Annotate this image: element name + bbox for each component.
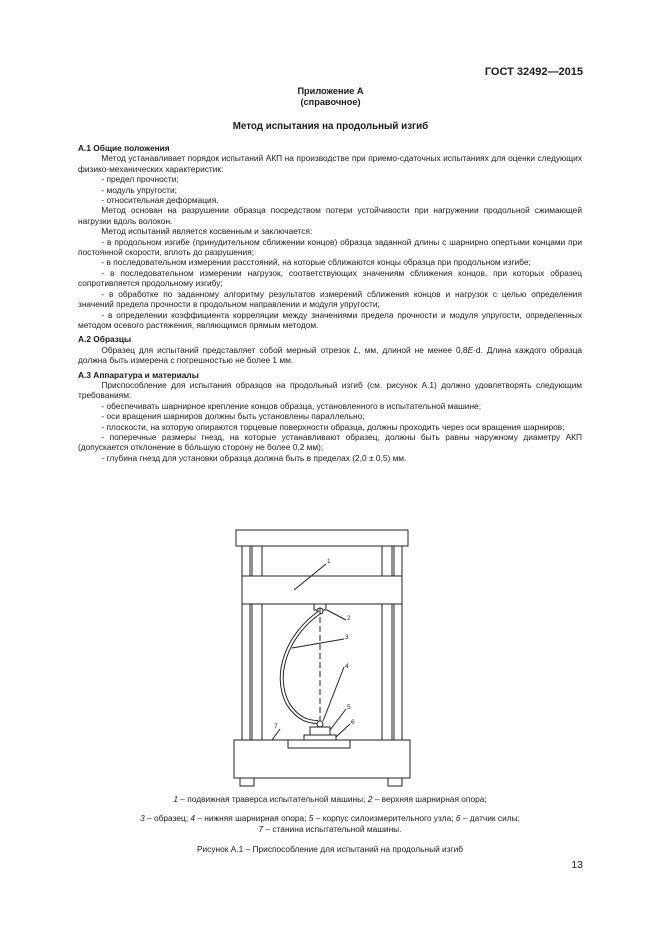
list-item: - поперечные размеры гнезд, на которые устанавливают образец, должны быть равны наружному диаметру АКП (допускается отклонение в бóльшую сторону не более 0,2 мм); bbox=[78, 431, 582, 453]
fig-label-6: 6 bbox=[351, 719, 355, 726]
text-run: Образец для испытаний представляет собой мерный отрезок bbox=[101, 344, 354, 355]
foot-right bbox=[388, 778, 402, 786]
list-item: - оси вращения шарниров должны быть установлены параллельно; bbox=[101, 411, 365, 422]
legend-text: – станина испытательной машины. bbox=[263, 824, 402, 834]
legend-number: 6 bbox=[455, 813, 461, 823]
list-item: - глубина гнезд для установки образца должна быть в пределах (2,0 ± 0,5) мм. bbox=[101, 452, 407, 463]
variable-E: E bbox=[467, 344, 474, 355]
fig-label-1: 1 bbox=[327, 558, 331, 565]
legend-text: – нижняя шарнирная опора; bbox=[195, 813, 309, 823]
paragraph: Метод испытаний является косвенным и заключается: bbox=[101, 226, 313, 237]
figure-legend-line2 bbox=[78, 813, 582, 835]
fig-label-3: 3 bbox=[345, 634, 349, 641]
text-run: ·d. Длина каждого образца должна быть измерена с погрешностью не более 1 мм. bbox=[78, 344, 582, 366]
list-item: - обеспечивать шарнирное крепление концов образца, установленного в испытательной машине; bbox=[101, 400, 482, 411]
lower-hinge bbox=[317, 721, 323, 727]
legend-text: – датчик силы; bbox=[460, 813, 520, 823]
legend-number: 2 bbox=[367, 794, 373, 804]
figure-legend-line1 bbox=[78, 794, 582, 805]
top-plate bbox=[236, 530, 408, 546]
paragraph: Метод устанавливает порядок испытаний АКП на производстве при приемо-сдаточных испытаниях для оценки следующих физико-механических характеристик: bbox=[78, 153, 582, 174]
force-sensor bbox=[304, 735, 336, 740]
right-column bbox=[394, 546, 402, 740]
legend-number: 1 bbox=[173, 794, 178, 804]
left-column bbox=[242, 546, 250, 740]
crosshead bbox=[242, 576, 402, 604]
paragraph bbox=[78, 345, 582, 366]
fig-label-5: 5 bbox=[347, 704, 351, 711]
legend-number: 5 bbox=[308, 813, 314, 823]
legend-text: – подвижная траверса испытательной машины; bbox=[177, 794, 368, 804]
text-run: , мм, длиной не менее 0,8 bbox=[358, 344, 468, 355]
legend-number: 4 bbox=[190, 813, 196, 823]
heading-a3: А.3 Аппаратура и материалы bbox=[78, 369, 199, 380]
list-item: - предел прочности; bbox=[101, 174, 179, 185]
section-title: Метод испытания на продольный изгиб bbox=[232, 121, 429, 132]
standard-number: ГОСТ 32492—2015 bbox=[484, 66, 583, 78]
legend-number: 7 bbox=[258, 824, 264, 834]
foot-left bbox=[240, 778, 254, 786]
list-item: - в последовательном измерении расстояний, на которые сближаются концы образца при продольном изгибе; bbox=[101, 257, 531, 268]
variable-L: L bbox=[353, 344, 359, 355]
list-item: - в продольном изгибе (принудительном сближении концов) образца заданной длины с шарнирно опертыми концами при постоянной скорости, вплоть до разрушения; bbox=[78, 236, 582, 258]
list-item: - в обработке по заданному алгоритму результатов измерений сближения концов и нагрузок с целью определения значений предела прочности в продольном направлении и модуля упругости; bbox=[78, 288, 582, 310]
list-item: - плоскости, на которую опираются торцевые поверхности образца, должны проходить через оси вращения шарниров; bbox=[101, 421, 565, 432]
legend-text: – верхняя шарнирная опора; bbox=[372, 794, 487, 804]
paragraph: Метод основан на разрушении образца посредством потери устойчивости при нагружении продольной сжимающей нагрузки вдоль волокон. bbox=[78, 205, 582, 226]
figure-caption: Рисунок А.1 – Приспособление для испытаний на продольный изгиб bbox=[196, 844, 464, 854]
annex-title: Приложение А bbox=[297, 86, 364, 96]
list-item: - модуль упругости; bbox=[101, 184, 177, 195]
legend-number: 3 bbox=[140, 813, 145, 823]
heading-a2: А.2 Образцы bbox=[78, 334, 132, 345]
annex-type: (справочное) bbox=[300, 97, 361, 107]
list-item: - в определении коэффициента корреляции между значениями предела прочности и модуля упругости, определенных методом осевого растяжения, являющимся прямым методом. bbox=[78, 309, 582, 330]
bed-groove bbox=[288, 740, 350, 748]
fig-label-2: 2 bbox=[347, 615, 351, 622]
heading-a1: А.1 Общие положения bbox=[78, 143, 170, 153]
page-number: 13 bbox=[571, 859, 583, 871]
legend-text: – корпус силоизмерительного узла; bbox=[313, 813, 456, 823]
fixture-drawing bbox=[228, 524, 418, 792]
list-item: - относительная деформация. bbox=[101, 195, 219, 206]
fig-label-4: 4 bbox=[345, 663, 349, 670]
annex-heading bbox=[0, 86, 661, 108]
force-unit-body bbox=[310, 727, 330, 735]
left-column-inner bbox=[252, 546, 262, 740]
legend-text: – образец; bbox=[144, 813, 191, 823]
document-body bbox=[78, 143, 582, 463]
fig-label-7: 7 bbox=[274, 723, 278, 730]
paragraph: Приспособление для испытания образцов на продольный изгиб (см. рисунок А.1) должно удовлетворять следующим требованиям: bbox=[78, 379, 582, 401]
right-column-inner bbox=[382, 546, 392, 740]
list-item: - в последовательном измерении нагрузок, соответствующих значениям сближения концов, при которых образец сопротивляется продольному изгибу; bbox=[78, 267, 582, 289]
